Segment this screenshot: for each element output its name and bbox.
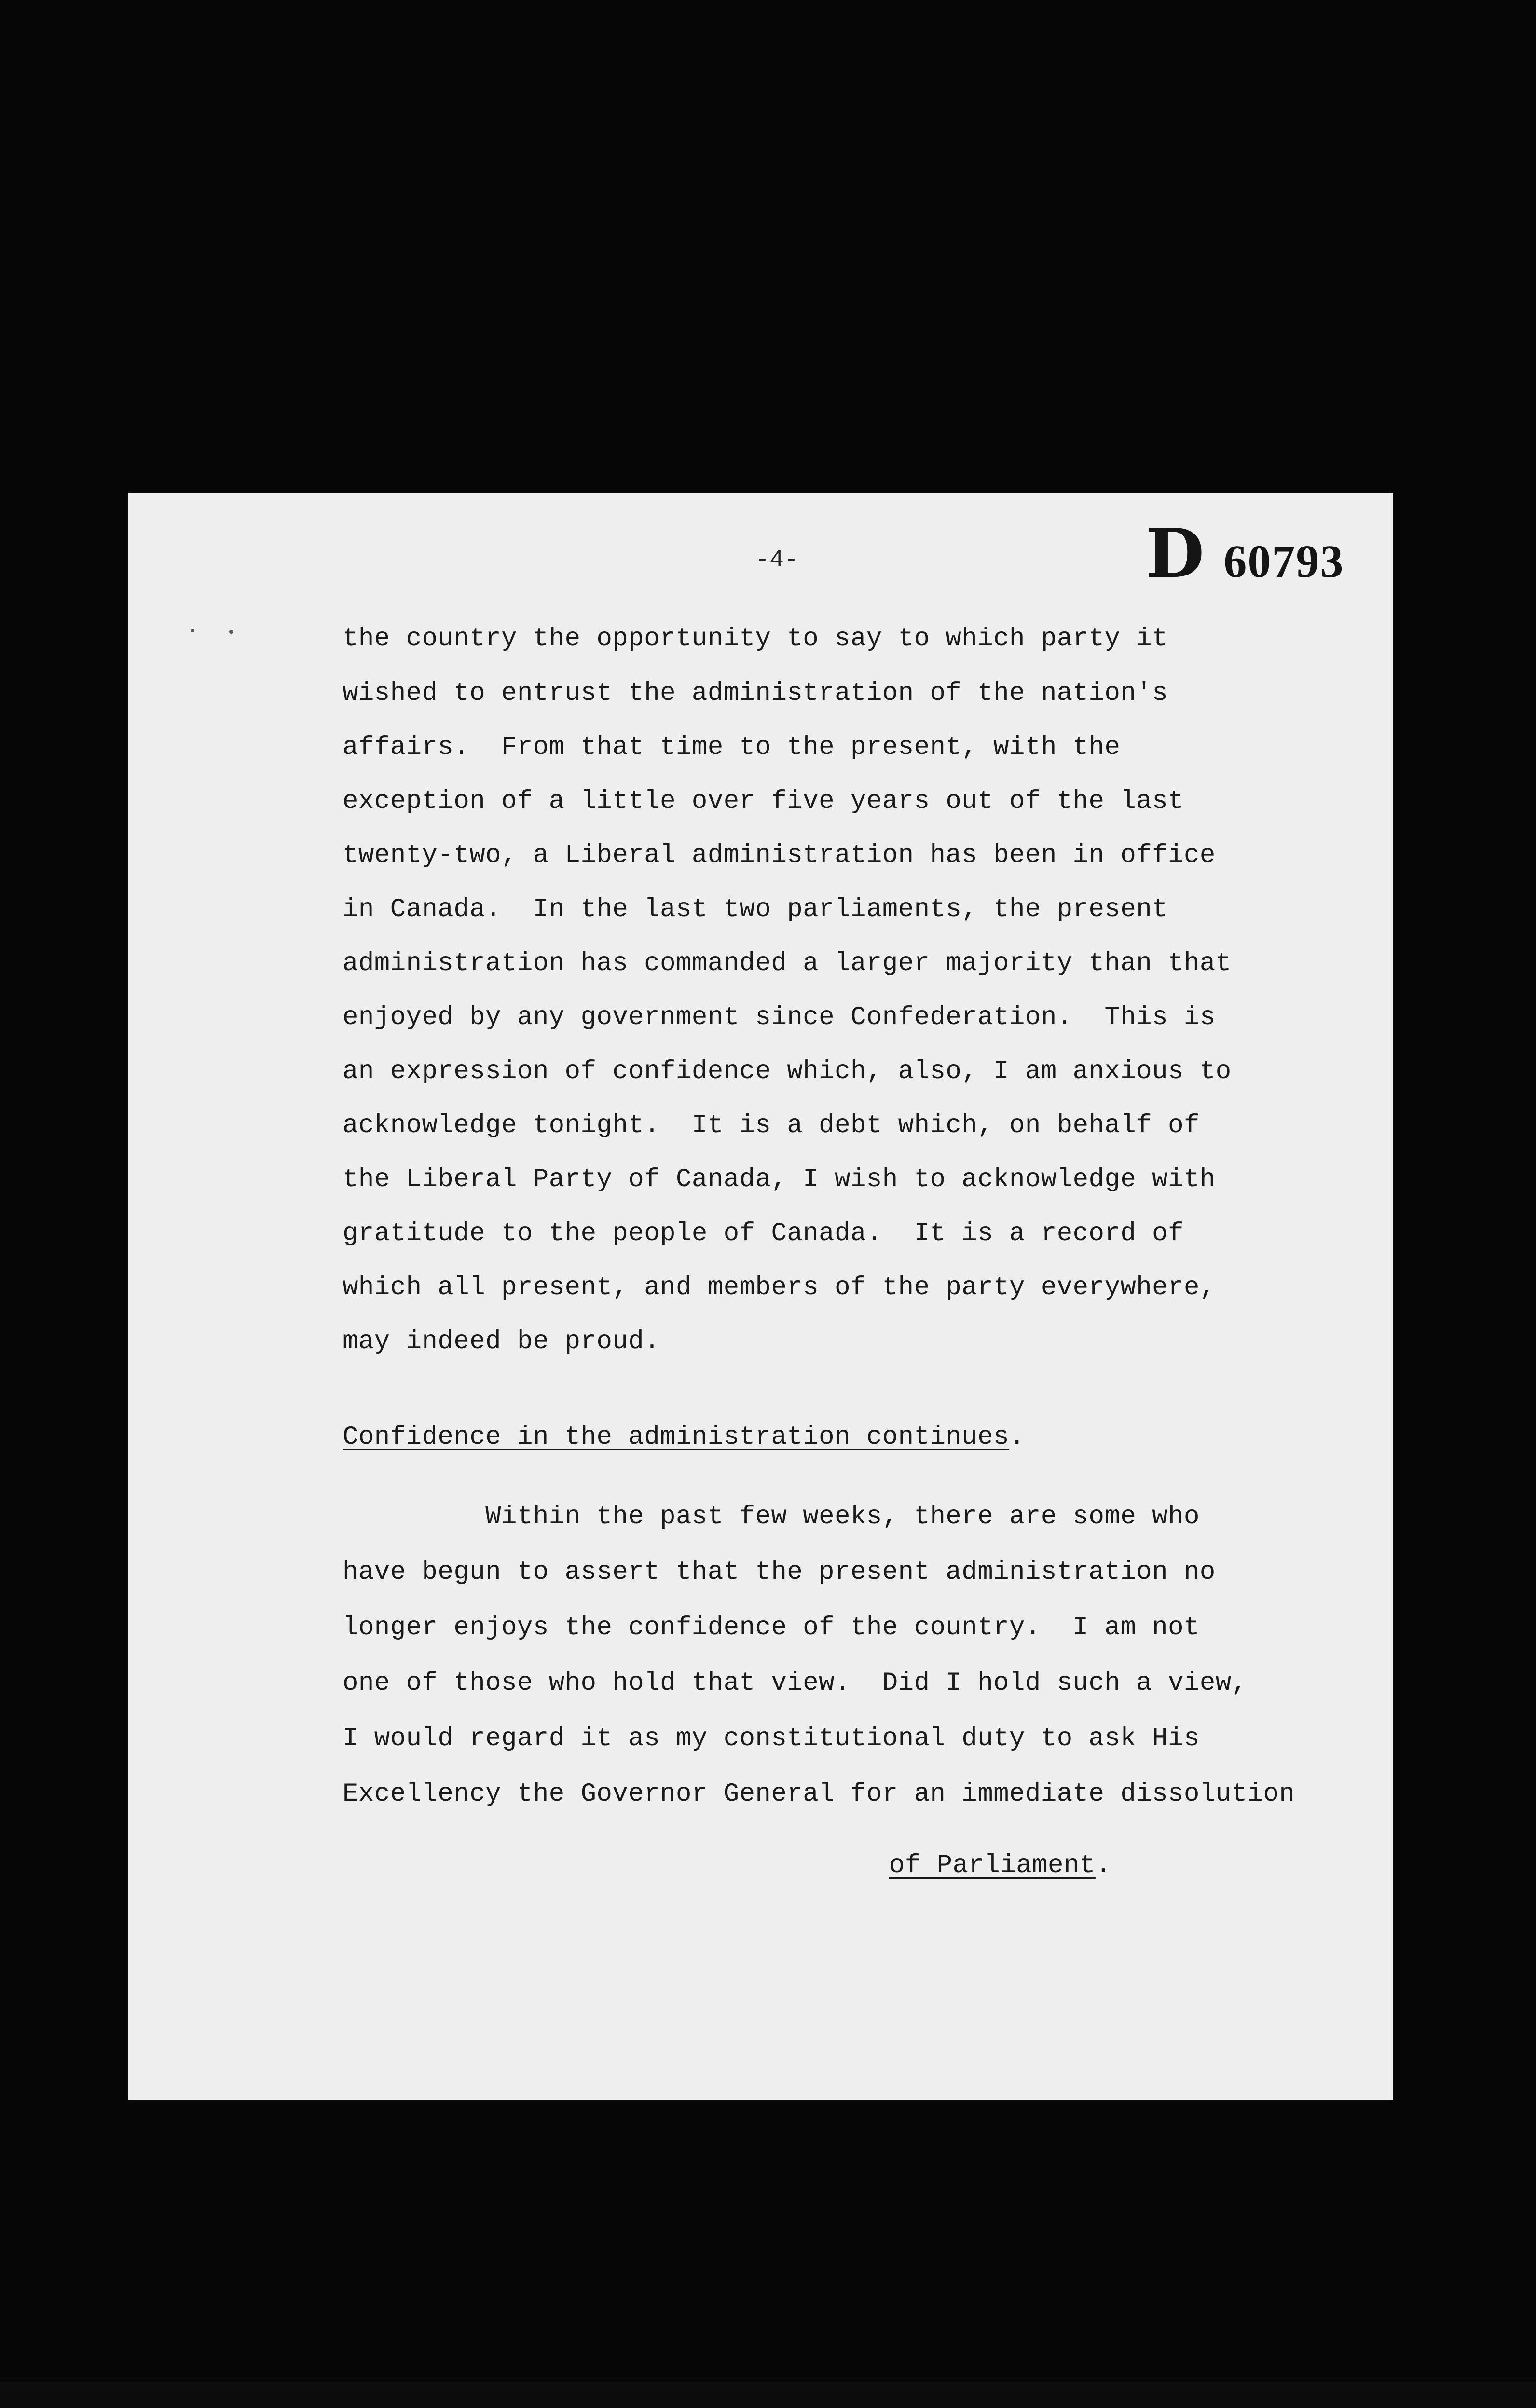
text-line: affairs. From that time to the present, with the	[343, 733, 1121, 762]
text-line: which all present, and members of the party everywhere,	[343, 1273, 1216, 1302]
text-line: Within the past few weeks, there are some who	[343, 1502, 1200, 1532]
text-line: the country the opportunity to say to which party it	[343, 624, 1168, 654]
text-line: in Canada. In the last two parliaments, the present	[343, 895, 1168, 924]
margin-mark	[229, 630, 233, 634]
text-line: I would regard it as my constitutional duty to ask His	[343, 1724, 1200, 1753]
text-line: acknowledge tonight. It is a debt which, on behalf of	[343, 1111, 1200, 1140]
stamp-number: 60793	[1223, 535, 1344, 587]
text-line: gratitude to the people of Canada. It is a record of	[343, 1219, 1184, 1248]
text-line: enjoyed by any government since Confederation. This is	[343, 1003, 1216, 1032]
text-line: exception of a little over five years out of the last	[343, 787, 1184, 816]
text-line: the Liberal Party of Canada, I wish to acknowledge with	[343, 1165, 1216, 1194]
document-page	[128, 493, 1393, 2100]
margin-mark	[191, 629, 194, 632]
section-heading-text: Confidence in the administration continues	[343, 1423, 1010, 1452]
text-line: twenty-two, a Liberal administration has been in office	[343, 841, 1216, 870]
section-heading-punct: .	[1009, 1423, 1025, 1452]
closing-line	[889, 1853, 1111, 1879]
text-line: one of those who hold that view. Did I hold such a view,	[343, 1669, 1248, 1698]
section-heading	[343, 1424, 1025, 1450]
page-number: -4-	[755, 547, 799, 574]
document-stamp	[1146, 514, 1344, 593]
text-line: longer enjoys the confidence of the country. I am not	[343, 1613, 1200, 1642]
text-line: Excellency the Governor General for an immediate dissolution	[343, 1779, 1295, 1809]
stamp-letter: D	[1146, 514, 1205, 593]
text-line: an expression of confidence which, also, I am anxious to	[343, 1057, 1232, 1086]
text-line: wished to entrust the administration of the nation's	[343, 679, 1168, 708]
text-line: have begun to assert that the present administration no	[343, 1558, 1216, 1587]
closing-punct: .	[1095, 1851, 1111, 1880]
text-line: administration has commanded a larger majority than that	[343, 949, 1232, 978]
scanner-bottom-strip	[0, 2381, 1536, 2408]
closing-underlined-text: of Parliament	[889, 1851, 1096, 1880]
text-line: may indeed be proud.	[343, 1327, 660, 1356]
